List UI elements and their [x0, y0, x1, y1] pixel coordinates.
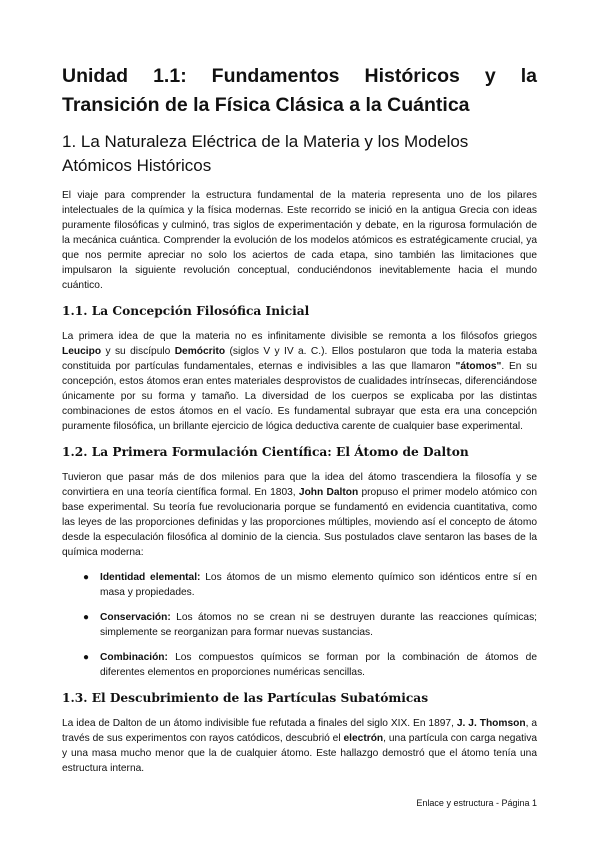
bold-democrito: Demócrito: [174, 346, 226, 357]
section-1-heading: 1. La Naturaleza Eléctrica de la Materia y los Modelos Atómicos Históricos: [62, 132, 469, 175]
text-run: Tuvieron que pasar más de dos milenios para que la idea del átomo trascendiera la filosofía y se convirtiera en una teoría científica formal. En 1803,: [62, 472, 537, 498]
postulate-text: Los átomos de un mismo elemento químico son idénticos entre sí en masa y propiedades.: [100, 572, 537, 598]
bullet-icon: ●: [83, 612, 90, 623]
bold-leucipo: Leucipo: [62, 346, 102, 357]
text-run: . En su concepción, estos átomos eran entes materiales desprovistos de cualidades intrínsecas, diferenciándose únicamente por su forma y tamaño. La diversidad de los cuerpos se explicaba por las distintas combinaciones de estos átomos en el vacío. Es fundamental subrayar que esta era una concepción puramente filosófica, un brillante ejercicio de lógica deductiva carente de cualquier base experimental.: [62, 361, 537, 432]
section-1-2-heading: 1.2. La Primera Formulación Científica: El Átomo de Dalton: [62, 445, 469, 459]
postulate-text: Los compuestos químicos se forman por la combinación de átomos de diferentes elementos en proporciones numéricas sencillas.: [100, 652, 537, 678]
text-run: La idea de Dalton de un átomo indivisible fue refutada a finales del siglo XIX. En 1897,: [62, 718, 457, 729]
bold-john-dalton: John Dalton: [298, 487, 359, 498]
dalton-postulates-list: [62, 570, 537, 680]
list-item: [62, 650, 537, 680]
text-run: y su discípulo: [101, 346, 175, 357]
page-footer: Enlace y estructura - Página 1: [416, 798, 537, 808]
section-1-intro: El viaje para comprender la estructura fundamental de la materia representa uno de los pilares intelectuales de la química y la física modernas. Este recorrido se inició en la antigua Grecia con ideas puramente filosóficas y culminó, tras siglos de experimentación y debate, en la rigurosa formulación de la mecánica cuántica. Comprender la evolución de los modelos atómicos es estratégicamente crucial, ya que nos permite apreciar no solo los aciertos de cada etapa, sino también las limitaciones que impulsaron la siguiente revolución conceptual, conduciéndonos inevitablemente hacia el mundo cuántico.: [62, 190, 537, 291]
postulate-text: Los átomos no se crean ni se destruyen durante las reacciones químicas; simplemente se reorganizan para formar nuevas sustancias.: [100, 612, 537, 638]
list-item: [62, 570, 537, 600]
postulate-term: Combinación:: [100, 652, 168, 663]
section-1-1-paragraph: [62, 329, 537, 434]
bold-jj-thomson: J. J. Thomson: [456, 718, 526, 729]
text-run: (siglos V y IV a. C.). Ellos postularon que toda la materia estaba constituida por partículas fundamentales, eternas e indivisibles a las que llamaron: [62, 346, 538, 372]
section-1-3-heading: 1.3. El Descubrimiento de las Partículas Subatómicas: [62, 691, 429, 705]
bullet-icon: ●: [83, 652, 90, 663]
bullet-icon: ●: [83, 572, 90, 583]
document-title: Unidad 1.1: Fundamentos Históricos y la Transición de la Física Clásica a la Cuántica: [62, 65, 537, 116]
list-item: [62, 610, 537, 640]
text-run: , a través de sus experimentos con rayos catódicos, descubrió el: [62, 718, 538, 744]
section-1-3-paragraph: [62, 716, 537, 776]
text-run: La primera idea de que la materia no es infinitamente divisible se remonta a los filósofos griegos: [62, 331, 537, 342]
section-1-2-paragraph: [62, 470, 537, 560]
bold-electron: electrón: [343, 733, 384, 744]
text-run: propuso el primer modelo atómico con base experimental. Su teoría fue revolucionaria porque se fundamentó en evidencia cuantitativa, como las leyes de las proporciones definidas y las proporciones múltiples, moviendo así el concepto de átomo desde la especulación filosófica al dominio de la ciencia. Sus postulados clave sentaron las bases de la química moderna:: [62, 487, 538, 558]
text-run: , una partícula con carga negativa y una masa mucho menor que la de cualquier átomo. Este hallazgo demostró que el átomo tenía una estructura interna.: [62, 733, 537, 774]
page-content: [62, 62, 537, 786]
section-1-1-heading: 1.1. La Concepción Filosófica Inicial: [62, 304, 310, 318]
postulate-term: Identidad elemental:: [100, 572, 201, 583]
postulate-term: Conservación:: [100, 612, 171, 623]
bold-atomos: "átomos": [455, 361, 502, 372]
